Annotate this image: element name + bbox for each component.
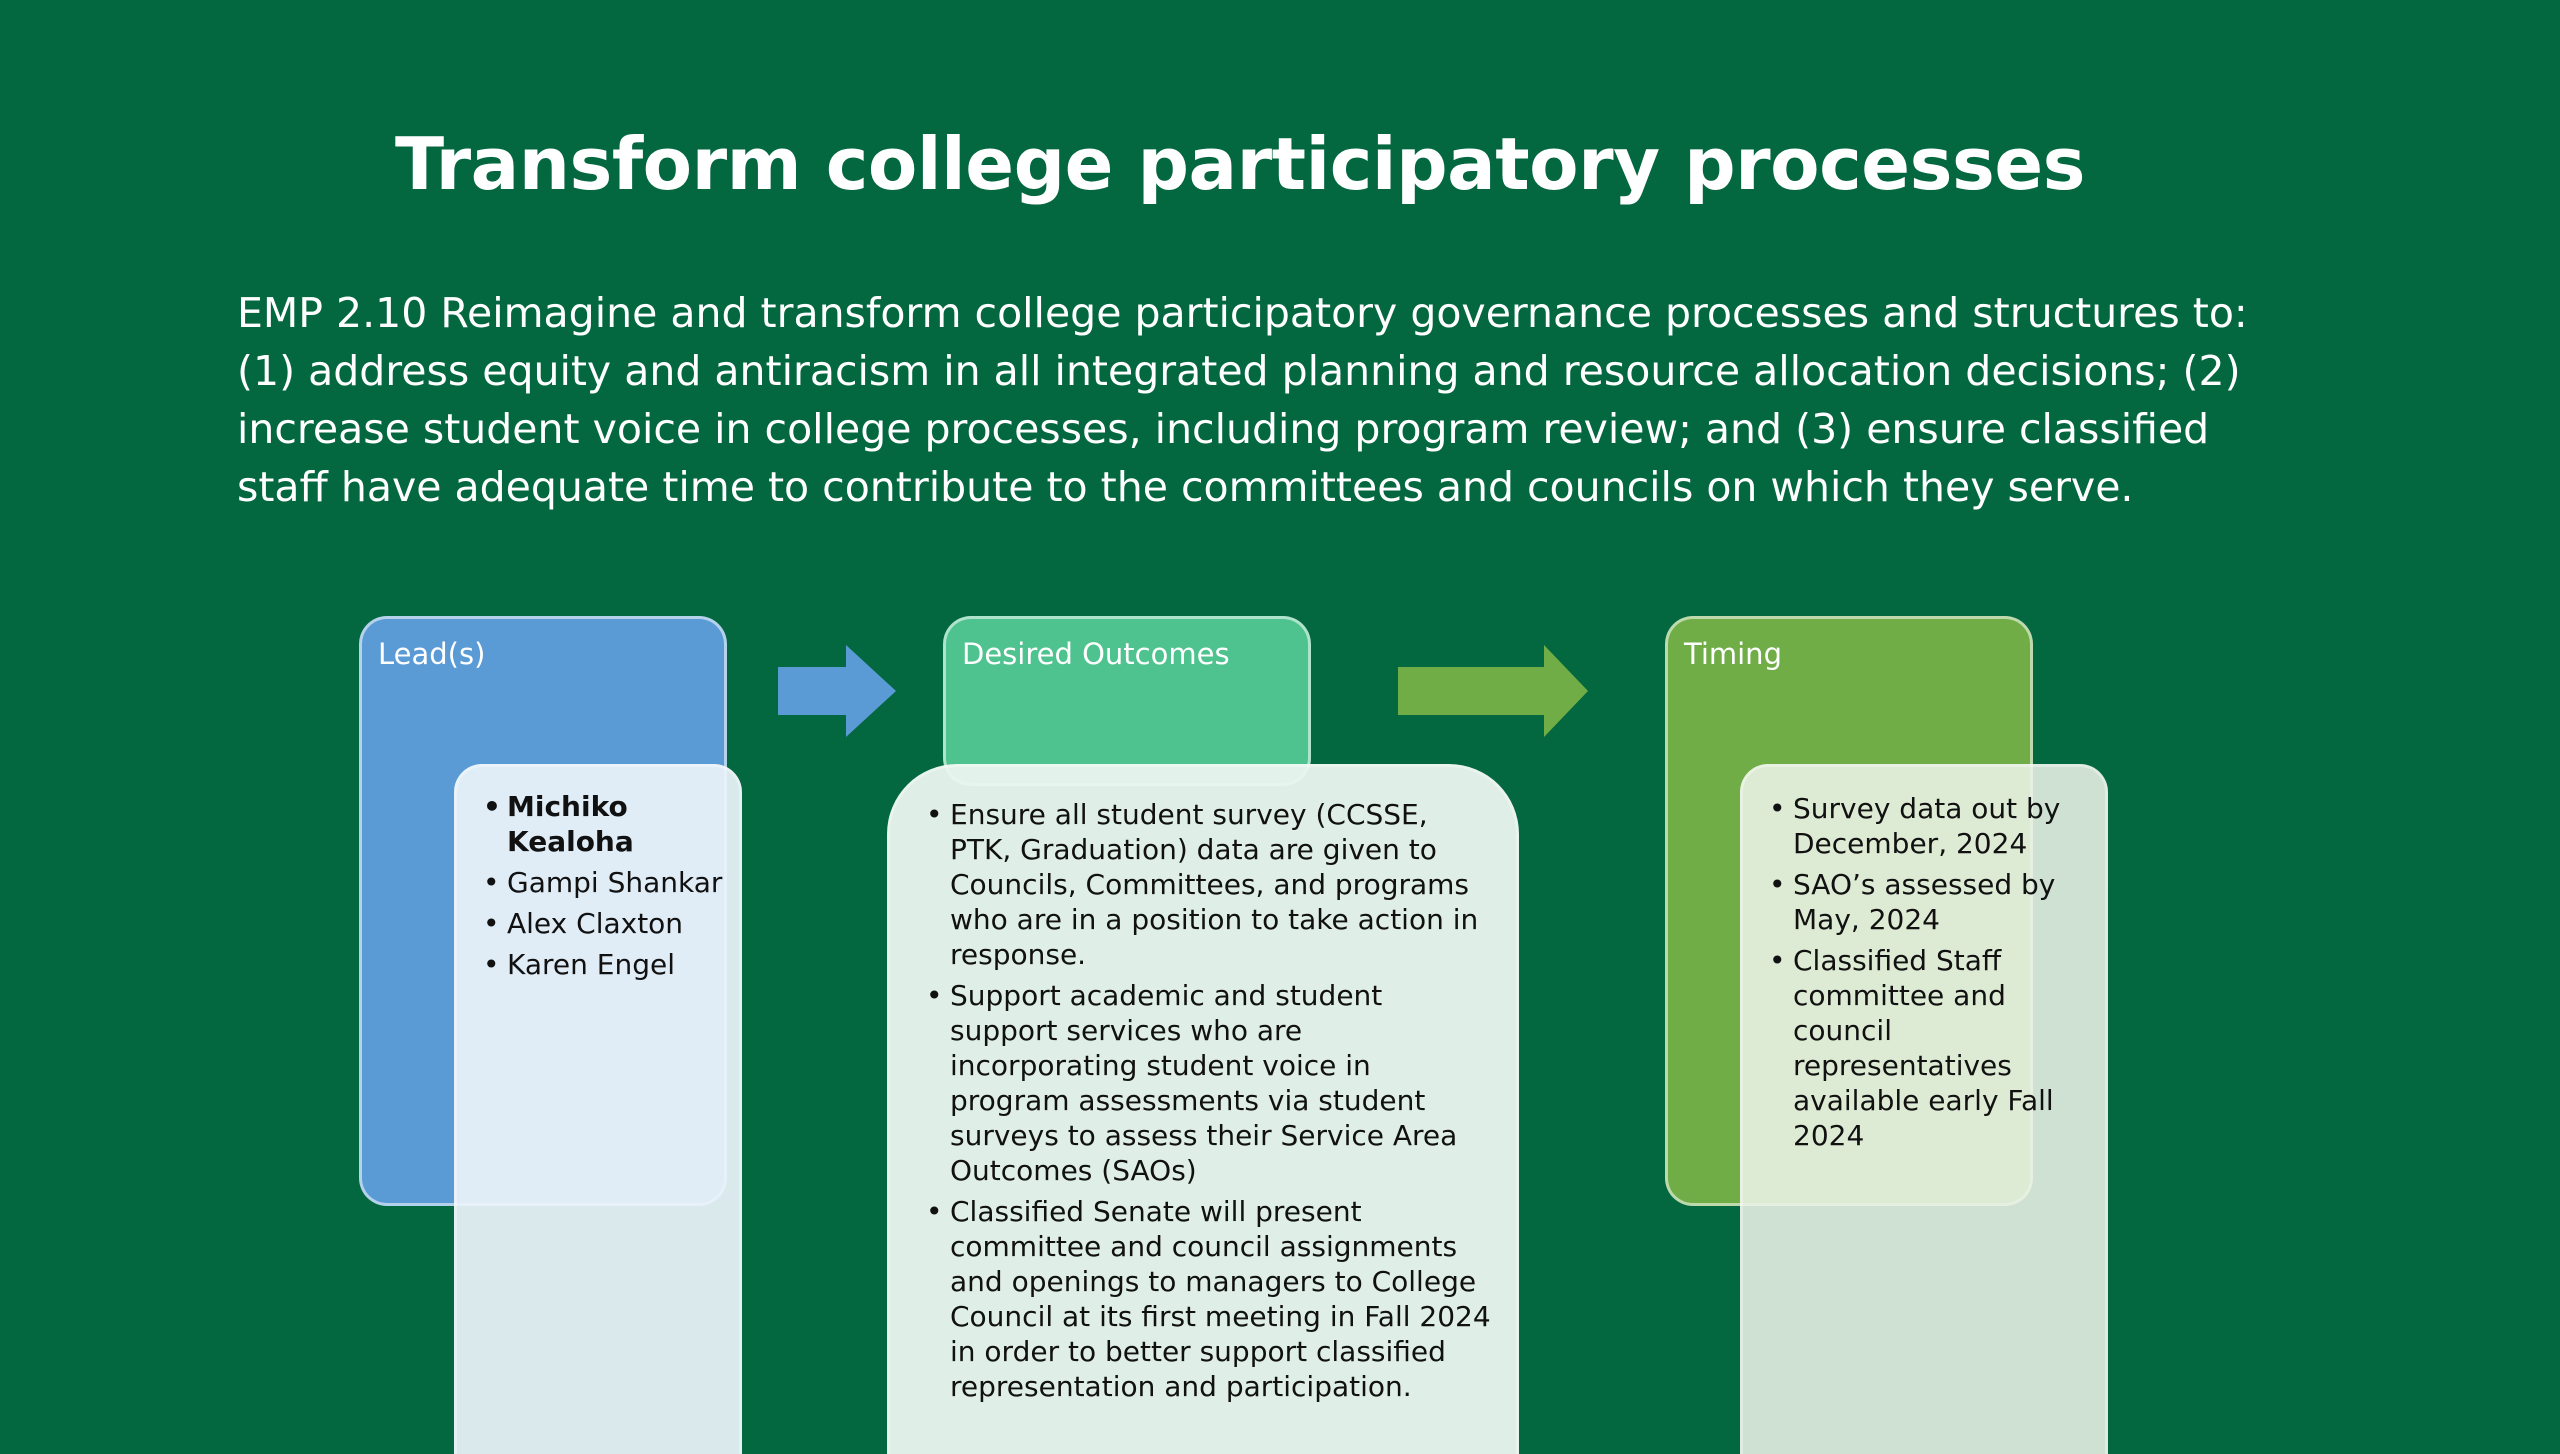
outcomes-label: Desired Outcomes [962,637,1230,671]
timing-panel [1740,764,2108,1454]
intro-paragraph: EMP 2.10 Reimagine and transform college participatory governance processes and structures to: (1) address equity and antiracism in all integrated planning and resource allocation decisions; (2) increase student voice in college processes, including program review; and (3) ensure classified staff have adequate time to contribute to the committees and councils on which they serve. [237,289,2248,511]
lead-item: • Karen Engel [483,947,743,982]
outcomes-list [926,797,1496,1410]
outcome-item: • Classified Senate will present committee and council assignments and openings to managers to College Council at its first meeting in Fall 2024 in order to better support classified representation and participation. [926,1194,1496,1404]
timing-item: • Classified Staff committee and council representatives available early Fall 2024 [1769,943,2099,1153]
leads-panel [454,764,742,1454]
timing-list [1769,791,2099,1159]
leads-label: Lead(s) [378,637,486,671]
outcome-item: • Ensure all student survey (CCSSE, PTK, Graduation) data are given to Councils, Committees, and programs who are in a position to take action in response. [926,797,1496,972]
lead-item: • Alex Claxton [483,906,743,941]
outcomes-panel [887,764,1519,1454]
lead-item: • Gampi Shankar [483,865,743,900]
arrow-right-icon [1398,645,1590,737]
leads-list [483,789,743,988]
outcome-item: • Support academic and student support services who are incorporating student voice in program assessments via student surveys to assess their Service Area Outcomes (SAOs) [926,978,1496,1188]
outcomes-header-card [943,616,1311,786]
timing-label: Timing [1684,637,1782,671]
timing-item: • Survey data out by December, 2024 [1769,791,2099,861]
lead-item: • Michiko Kealoha [483,789,743,859]
arrow-right-icon [778,645,898,737]
slide-title: Transform college participatory processes [394,122,2086,206]
timing-item: • SAO’s assessed by May, 2024 [1769,867,2099,937]
